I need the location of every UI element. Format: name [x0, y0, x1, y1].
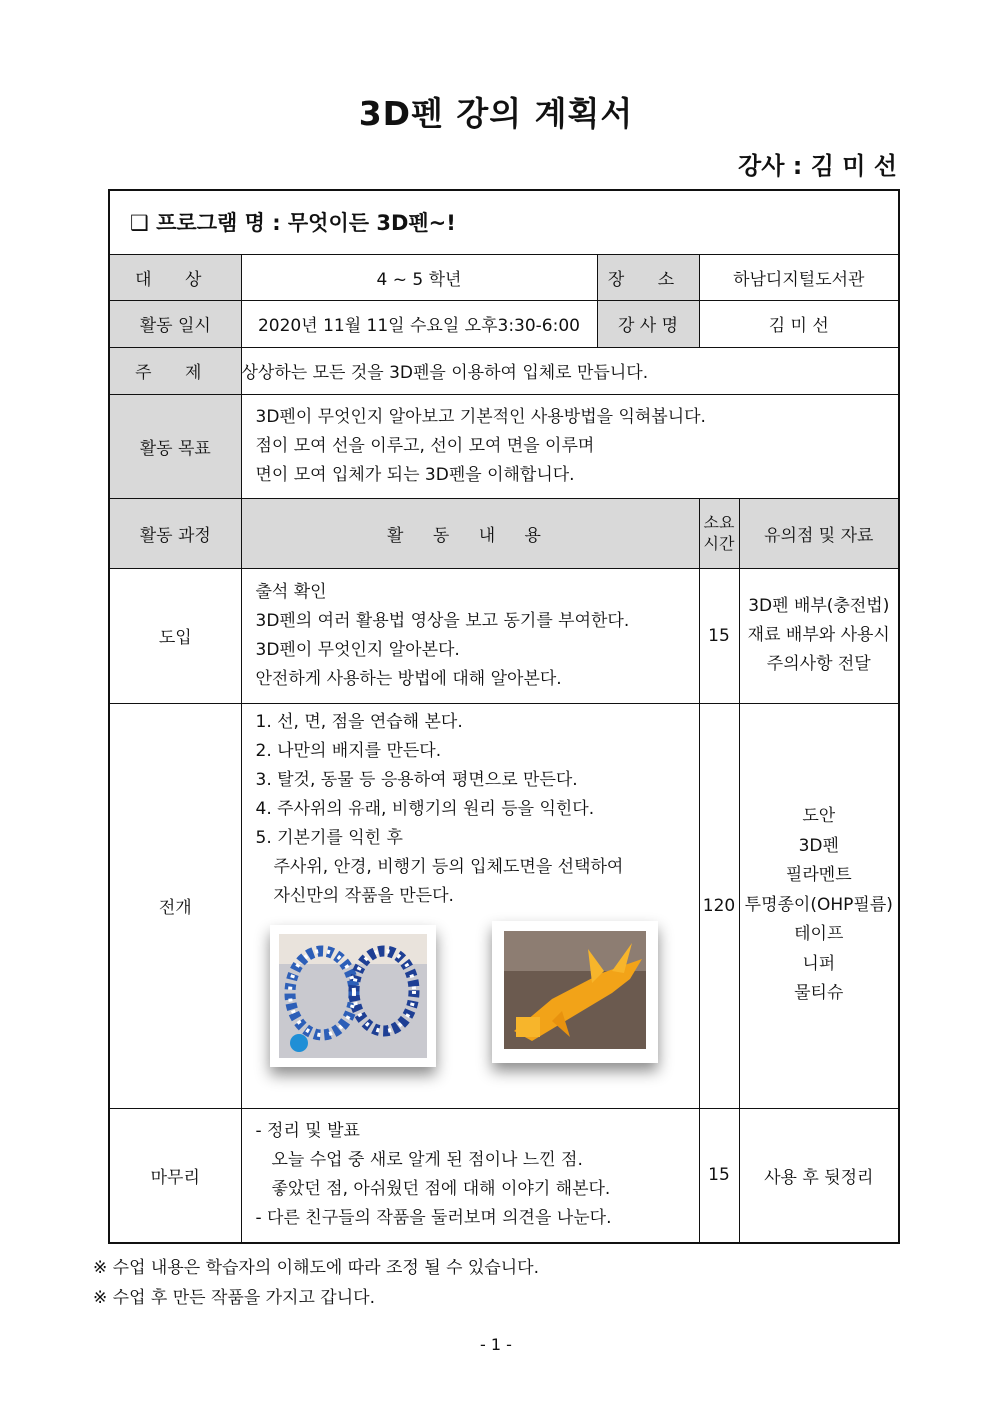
goal-row — [109, 394, 899, 498]
stage-development-row — [109, 703, 899, 1108]
teacher-label: 강 사 명 — [597, 300, 699, 347]
stage-intro-row — [109, 568, 899, 703]
stage-development-content — [241, 703, 699, 1108]
material-line: 니퍼 — [802, 953, 836, 974]
stage-wrapup-materials: 사용 후 뒷정리 — [739, 1108, 899, 1243]
goal-line: 3D펜이 무엇인지 알아보고 기본적인 사용방법을 익혀봅니다. — [255, 406, 706, 427]
header-materials: 유의점 및 자료 — [739, 498, 899, 568]
stage-wrapup-content — [241, 1108, 699, 1243]
program-name: ❑ 프로그램 명 : 무엇이든 3D펜~! — [109, 190, 899, 254]
content-line: 1. 선, 면, 점을 연습해 본다. — [255, 711, 463, 732]
stage-wrapup-name: 마무리 — [109, 1108, 241, 1243]
stage-development-materials — [739, 703, 899, 1108]
target-label: 대 상 — [109, 254, 241, 300]
content-line: 3D펜이 무엇인지 알아본다. — [255, 639, 460, 660]
artwork-photos — [256, 925, 699, 1075]
footnote: ※ 수업 내용은 학습자의 이해도에 따라 조정 될 수 있습니다. — [93, 1258, 539, 1278]
stage-wrapup-time: 15 — [699, 1108, 739, 1243]
material-line: 재료 배부와 사용시 — [747, 625, 890, 645]
content-line: 5. 기본기를 익힌 후 — [255, 827, 403, 848]
stage-intro-materials — [739, 568, 899, 703]
theme-row — [109, 347, 899, 394]
fish-photo-image — [492, 921, 658, 1063]
stage-intro-content — [241, 568, 699, 703]
theme-value: 상상하는 모든 것을 3D펜을 이용하여 입체로 만듭니다. — [241, 347, 899, 394]
content-line: - 정리 및 발표 — [255, 1121, 360, 1142]
target-row — [109, 254, 899, 300]
goal-line: 면이 모여 입체가 되는 3D펜을 이해합니다. — [255, 464, 575, 485]
date-row — [109, 300, 899, 347]
footnote: ※ 수업 후 만든 작품을 가지고 갑니다. — [93, 1288, 375, 1308]
lesson-plan-table — [108, 189, 900, 1244]
instructor-line: 강사 : 김 미 선 — [738, 152, 897, 180]
content-line: 좋았던 점, 아쉬웠던 점에 대해 이야기 해본다. — [271, 1179, 611, 1200]
content-line: 오늘 수업 중 새로 알게 된 점이나 느낀 점. — [271, 1150, 583, 1171]
place-label: 장 소 — [597, 254, 699, 300]
date-value: 2020년 11월 11일 수요일 오후3:30-6:00 — [241, 300, 597, 347]
material-line: 3D펜 — [798, 835, 839, 856]
material-line: 테이프 — [794, 924, 844, 945]
stage-development-name: 전개 — [109, 703, 241, 1108]
material-line: 도안 — [802, 806, 836, 827]
header-time-line2: 시간 — [703, 534, 735, 553]
badge-photo-image — [270, 925, 436, 1067]
content-line: 4. 주사위의 유래, 비행기의 원리 등을 익힌다. — [255, 798, 595, 819]
material-line: 주의사항 전달 — [766, 654, 871, 674]
badge-photo — [270, 925, 436, 1067]
content-line: 출석 확인 — [255, 581, 327, 602]
header-content: 활 동 내 용 — [241, 498, 699, 568]
material-line: 물티슈 — [794, 983, 844, 1004]
theme-label: 주 제 — [109, 347, 241, 394]
content-line: - 다른 친구들의 작품을 둘러보며 의견을 나눈다. — [255, 1208, 612, 1229]
material-line: 필라멘트 — [785, 865, 852, 886]
stage-intro-time: 15 — [699, 568, 739, 703]
header-time — [699, 498, 739, 568]
place-value: 하남디지털도서관 — [699, 254, 899, 300]
content-line: 안전하게 사용하는 방법에 대해 알아본다. — [255, 668, 562, 689]
content-line: 3. 탈것, 동물 등 응용하여 평면으로 만든다. — [255, 769, 578, 790]
header-process: 활동 과정 — [109, 498, 241, 568]
stage-intro-name: 도입 — [109, 568, 241, 703]
header-time-line1: 소요 — [703, 513, 735, 532]
content-line: 주사위, 안경, 비행기 등의 입체도면을 선택하여 — [273, 856, 624, 877]
material-line: 투명종이(OHP필름) — [744, 894, 893, 915]
content-line: 3D펜의 여러 활용법 영상을 보고 동기를 부여한다. — [255, 610, 630, 631]
teacher-value: 김 미 선 — [699, 300, 899, 347]
date-label: 활동 일시 — [109, 300, 241, 347]
content-line: 2. 나만의 배지를 만든다. — [255, 740, 442, 761]
material-line: 3D펜 배부(충전법) — [748, 596, 890, 616]
header-row — [109, 498, 899, 568]
page-number: - 1 - — [480, 1335, 512, 1354]
target-value: 4 ~ 5 학년 — [241, 254, 597, 300]
goal-text — [241, 394, 899, 498]
goal-label: 활동 목표 — [109, 394, 241, 498]
content-line: 자신만의 작품을 만든다. — [273, 885, 454, 906]
goal-line: 점이 모여 선을 이루고, 선이 모여 면을 이루며 — [255, 435, 595, 456]
document-title: 3D펜 강의 계획서 — [358, 94, 634, 133]
program-row — [109, 190, 899, 254]
stage-wrapup-row — [109, 1108, 899, 1243]
fish-photo — [492, 921, 658, 1063]
stage-development-time: 120 — [699, 703, 739, 1108]
